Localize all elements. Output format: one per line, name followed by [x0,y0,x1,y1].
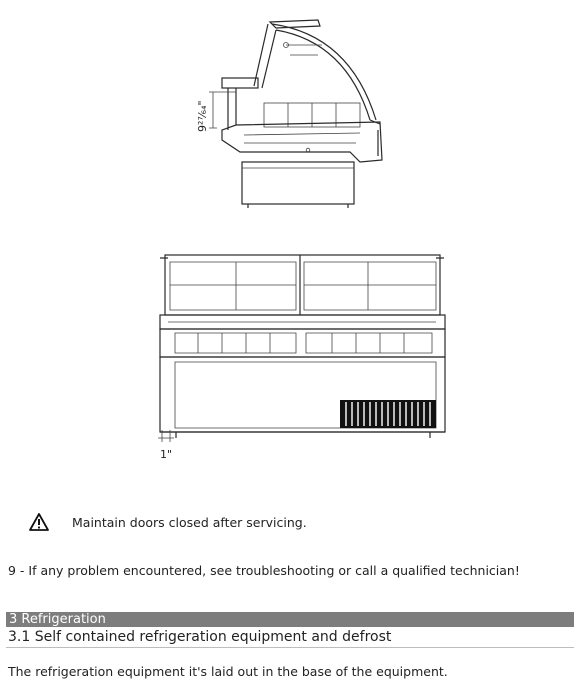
section-paragraph: The refrigeration equipment it's laid out in the base of the equipment. [8,664,448,679]
warning-triangle-icon [28,512,50,532]
warning-text: Maintain doors closed after servicing. [72,514,307,530]
side-dimension-label: 9²⁷⁄₆₄" [196,100,209,132]
front-dimension-label: 1" [160,448,173,461]
step-9-note: 9 - If any problem encountered, see troubleshooting or call a qualified technician! [8,563,520,578]
subsection-heading: 3.1 Self contained refrigeration equipment and defrost [8,629,392,645]
subsection-divider [6,647,574,648]
warning-notice [28,510,307,534]
vent-grille [340,400,436,428]
section-heading: 3 Refrigeration [6,612,574,627]
